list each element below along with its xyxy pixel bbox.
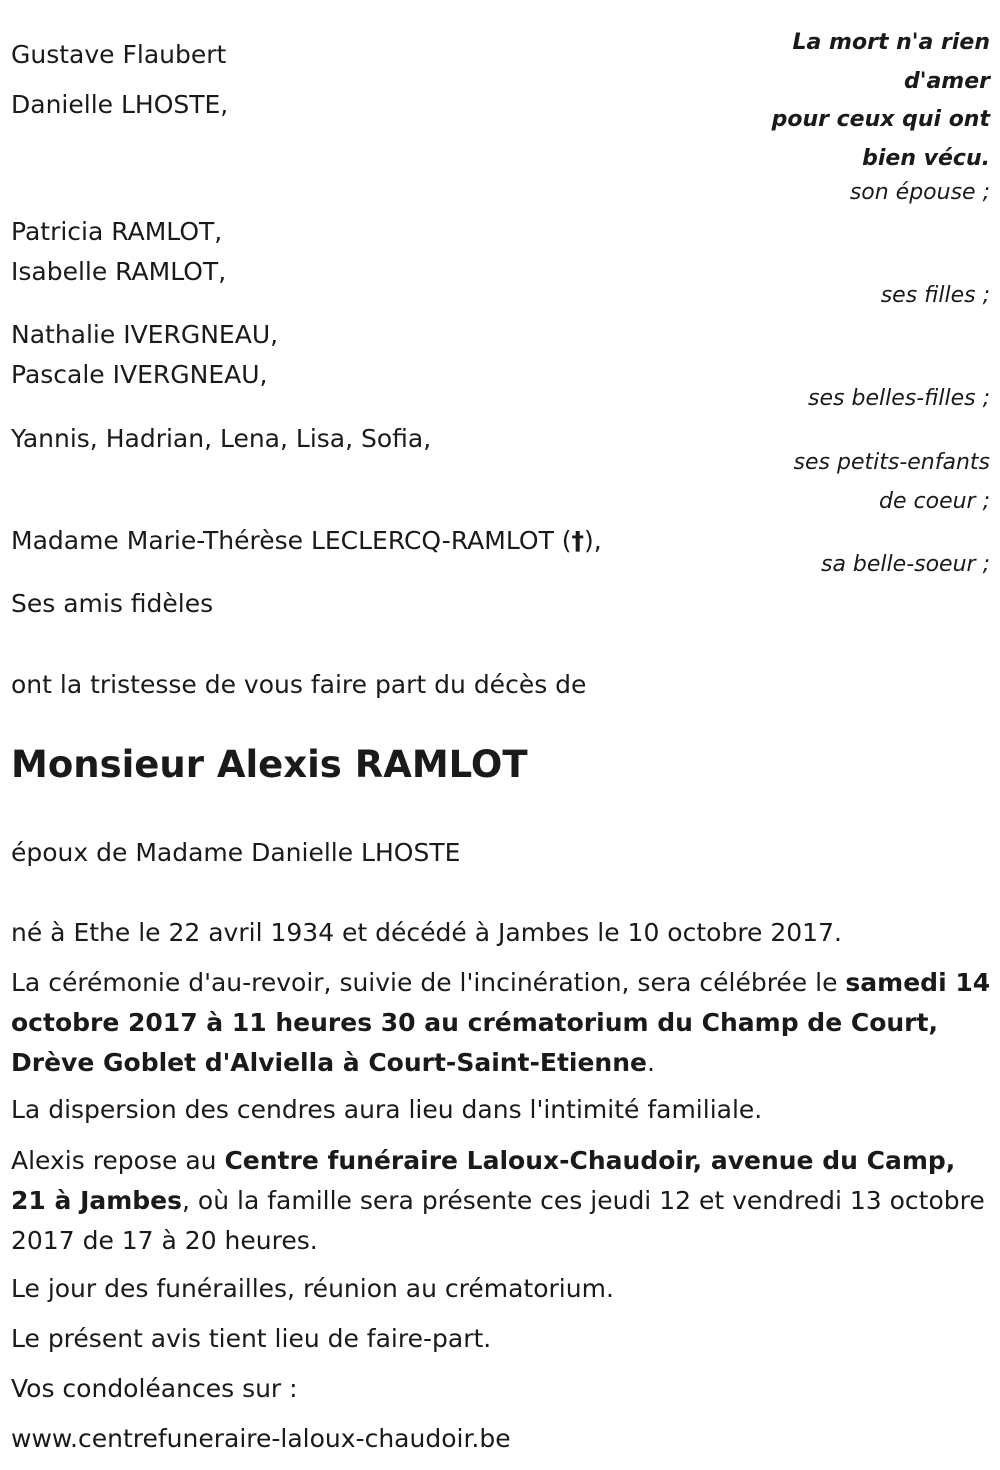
spouse-name-1: Gustave Flaubert <box>11 40 227 69</box>
motto-line: bien vécu. <box>862 145 990 171</box>
ceremony-paragraph <box>11 963 991 1083</box>
motto <box>772 24 990 178</box>
friends: Ses amis fidèles <box>11 589 214 618</box>
daughter-name-1: Patricia RAMLOT, <box>11 217 223 246</box>
daughter-in-law-name-2: Pascale IVERGNEAU, <box>11 360 268 389</box>
notice: Le présent avis tient lieu de faire-part. <box>11 1324 492 1353</box>
grandchildren-names: Yannis, Hadrian, Lena, Lisa, Sofia, <box>11 424 432 453</box>
announcement: ont la tristesse de vous faire part du décès de <box>11 670 587 699</box>
website-link[interactable]: www.centrefuneraire-laloux-chaudoir.be <box>11 1424 511 1453</box>
daughters-in-law-relation: ses belles-filles ; <box>808 386 990 411</box>
birth-death: né à Ethe le 22 avril 1934 et décédé à Jambes le 10 octobre 2017. <box>11 918 842 947</box>
spouse-line: époux de Madame Danielle LHOSTE <box>11 838 461 867</box>
grandchildren-relation-2: de coeur ; <box>879 489 990 514</box>
motto-line: pour ceux qui ont <box>771 107 990 132</box>
rest-paragraph <box>11 1141 991 1261</box>
funeral-day: Le jour des funérailles, réunion au crématorium. <box>11 1274 614 1303</box>
sister-in-law-name-end: ), <box>584 526 602 555</box>
sister-in-law-relation: sa belle-soeur ; <box>821 552 990 577</box>
grandchildren-relation-1: ses petits-enfants <box>793 450 990 475</box>
motto-line: La mort n'a rien <box>792 30 990 55</box>
spouse-name-2: Danielle LHOSTE, <box>11 90 229 119</box>
ceremony-details: samedi 14 octobre 2017 à 11 heures 30 au crématorium du Champ de Court, Drève Goblet d'Alviella à Court-Saint-Etienne <box>11 968 991 1077</box>
ceremony-end: . <box>647 1048 655 1077</box>
deceased-name: Monsieur Alexis RAMLOT <box>11 743 528 786</box>
sister-in-law-name <box>11 526 602 556</box>
rest-location: Centre funéraire Laloux-Chaudoir, avenue du Camp, 21 à Jambes <box>11 1146 956 1215</box>
ceremony-text: La cérémonie d'au-revoir, suivie de l'incinération, sera célébrée le <box>11 968 846 997</box>
rest-end: , où la famille sera présente ces jeudi 12 et vendredi 13 octobre 2017 de 17 à 20 heures. <box>11 1186 985 1255</box>
motto-line: d'amer <box>903 68 990 94</box>
rest-text: Alexis repose au <box>11 1146 225 1175</box>
spouse-relation: son épouse ; <box>849 180 990 205</box>
sister-in-law-name-text: Madame Marie-Thérèse LECLERCQ-RAMLOT ( <box>11 526 572 555</box>
daughter-name-2: Isabelle RAMLOT, <box>11 257 227 286</box>
cross-icon: † <box>571 526 585 555</box>
dispersion: La dispersion des cendres aura lieu dans l'intimité familiale. <box>11 1095 763 1124</box>
daughters-relation: ses filles ; <box>880 283 990 308</box>
daughter-in-law-name-1: Nathalie IVERGNEAU, <box>11 320 279 349</box>
condolences-label: Vos condoléances sur : <box>11 1374 298 1403</box>
